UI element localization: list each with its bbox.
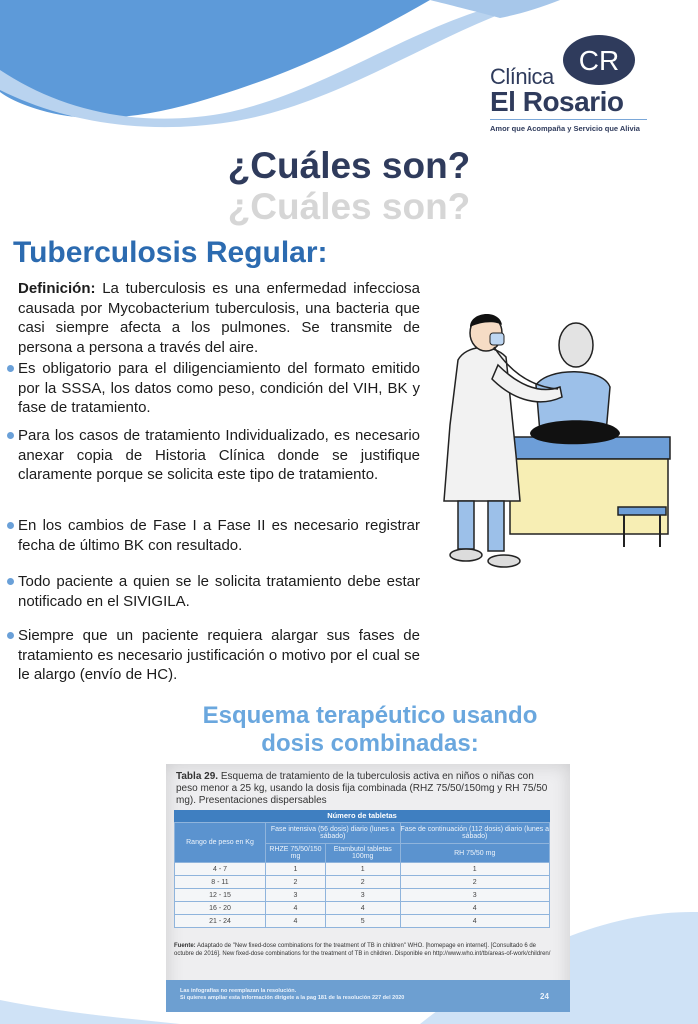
table-row <box>175 889 550 902</box>
cell-range: 16 - 20 <box>175 902 266 915</box>
scheme-title-line1: Esquema terapéutico usando <box>202 702 538 729</box>
col-phase1-header: Fase intensiva (56 dosis) diario (lunes a sábado) <box>266 823 401 844</box>
logo-divider <box>490 119 647 120</box>
sub-rhze-header: RHZE 75/50/150 mg <box>266 844 326 863</box>
page-question-title: ¿Cuáles son? <box>227 145 471 186</box>
cell-range: 21 - 24 <box>175 915 266 928</box>
doctor-examining-patient-icon <box>438 305 678 575</box>
definition-paragraph <box>18 279 420 357</box>
bullet-dot-icon <box>7 522 14 529</box>
scheme-title <box>140 702 600 758</box>
photo-footer-text <box>180 988 404 1002</box>
table-caption <box>176 771 556 807</box>
table-header-top: Número de tabletas <box>174 810 550 822</box>
logo-tagline: Amor que Acompaña y Servicio que Alivia <box>490 124 640 133</box>
photo-footer-line1: Las infografías no reemplazan la resolución. <box>180 988 297 994</box>
cell-etambutol: 2 <box>325 876 400 889</box>
cell-rhze: 1 <box>266 863 326 876</box>
table-row <box>175 863 550 876</box>
dosage-table <box>174 822 550 928</box>
logo-monogram: CR <box>578 45 620 76</box>
table-caption-text: Esquema de tratamiento de la tuberculosis activa en niños o niñas con peso menor a 25 kg, usando la dosis fija combinada (RHZ 75/50/150mg y RH 75/50 mg). Presentaciones dispersables <box>176 771 548 806</box>
cell-rh: 4 <box>400 902 550 915</box>
cell-rh: 1 <box>400 863 550 876</box>
table-source <box>174 942 554 958</box>
photo-footer-line2: Si quieres ampliar esta información dirígete a la pag 181 de la resolución 227 del 2020 <box>180 995 405 1001</box>
sub-rh-header: RH 75/50 mg <box>400 844 550 863</box>
col-range-header: Rango de peso en Kg <box>175 823 266 863</box>
cell-etambutol: 1 <box>325 863 400 876</box>
bullet-item: Siempre que un paciente requiera alargar sus fases de tratamiento es necesario justificación o motivo por el cual se le alargo (envío de HC). <box>18 627 420 683</box>
logo-name-text: El Rosario <box>490 86 624 117</box>
clinic-logo-icon <box>562 34 636 86</box>
cell-rhze: 2 <box>266 876 326 889</box>
table-row <box>175 902 550 915</box>
definition-label: Definición: <box>18 280 96 297</box>
section-title: Tuberculosis Regular: <box>13 236 328 269</box>
table-source-label: Fuente: <box>174 943 196 949</box>
cell-range: 12 - 15 <box>175 889 266 902</box>
table-row <box>175 876 550 889</box>
photo-footer-bar <box>166 980 570 1012</box>
cell-range: 4 - 7 <box>175 863 266 876</box>
bullet-item: En los cambios de Fase I a Fase II es necesario registrar fecha de último BK con resultado. <box>18 517 420 554</box>
cell-rhze: 3 <box>266 889 326 902</box>
col-phase2-header: Fase de continuación (112 dosis) diario (lunes a sábado) <box>400 823 550 844</box>
table-source-text: Adaptado de "New fixed-dose combinations for the treatment of TB in children" WHO. [homepage en internet]. [Consultado 6 de octubre de 2016]. New fixed-dose combinations for the treatment of TB in children. Disponible en http://www.who.int/tb/areas-of-work/children/ <box>174 943 551 957</box>
bullet-dot-icon <box>7 578 14 585</box>
sub-etambutol-header: Etambutol tabletas 100mg <box>325 844 400 863</box>
table-caption-label: Tabla 29. <box>176 771 219 782</box>
table-row <box>175 915 550 928</box>
page-number: 24 <box>540 992 549 1001</box>
cell-rh: 4 <box>400 915 550 928</box>
definition-text: La tuberculosis es una enfermedad infecciosa causada por Mycobacterium tuberculosis, una bacteria que casi siempre afecta a los pulmones. Se transmite de persona a persona a través del aire. <box>18 280 420 356</box>
bullet-item: Todo paciente a quien se le solicita tratamiento debe estar notificado en el SIVIGILA. <box>18 573 420 610</box>
cell-rh: 3 <box>400 889 550 902</box>
cell-rhze: 4 <box>266 902 326 915</box>
cell-etambutol: 5 <box>325 915 400 928</box>
bullet-dot-icon <box>7 365 14 372</box>
logo-clinica-text: Clínica <box>490 64 554 89</box>
cell-range: 8 - 11 <box>175 876 266 889</box>
bullet-dot-icon <box>7 432 14 439</box>
scheme-title-line2: dosis combinadas: <box>261 730 479 757</box>
cell-rhze: 4 <box>266 915 326 928</box>
cell-rh: 2 <box>400 876 550 889</box>
bullet-dot-icon <box>7 632 14 639</box>
cell-etambutol: 4 <box>325 902 400 915</box>
bullet-item: Es obligatorio para el diligenciamiento del formato emitido por la SSSA, los datos como peso, condición del VIH, BK y fase de tratamiento. <box>18 360 420 416</box>
dosage-table-photo <box>166 764 570 1012</box>
page-question-shadow: ¿Cuáles son? <box>227 186 471 227</box>
cell-etambutol: 3 <box>325 889 400 902</box>
bullet-item: Para los casos de tratamiento Individualizado, es necesario anexar copia de Historia Clínica donde se justifique claramente porque se solicita este tipo de tratamiento. <box>18 427 420 483</box>
